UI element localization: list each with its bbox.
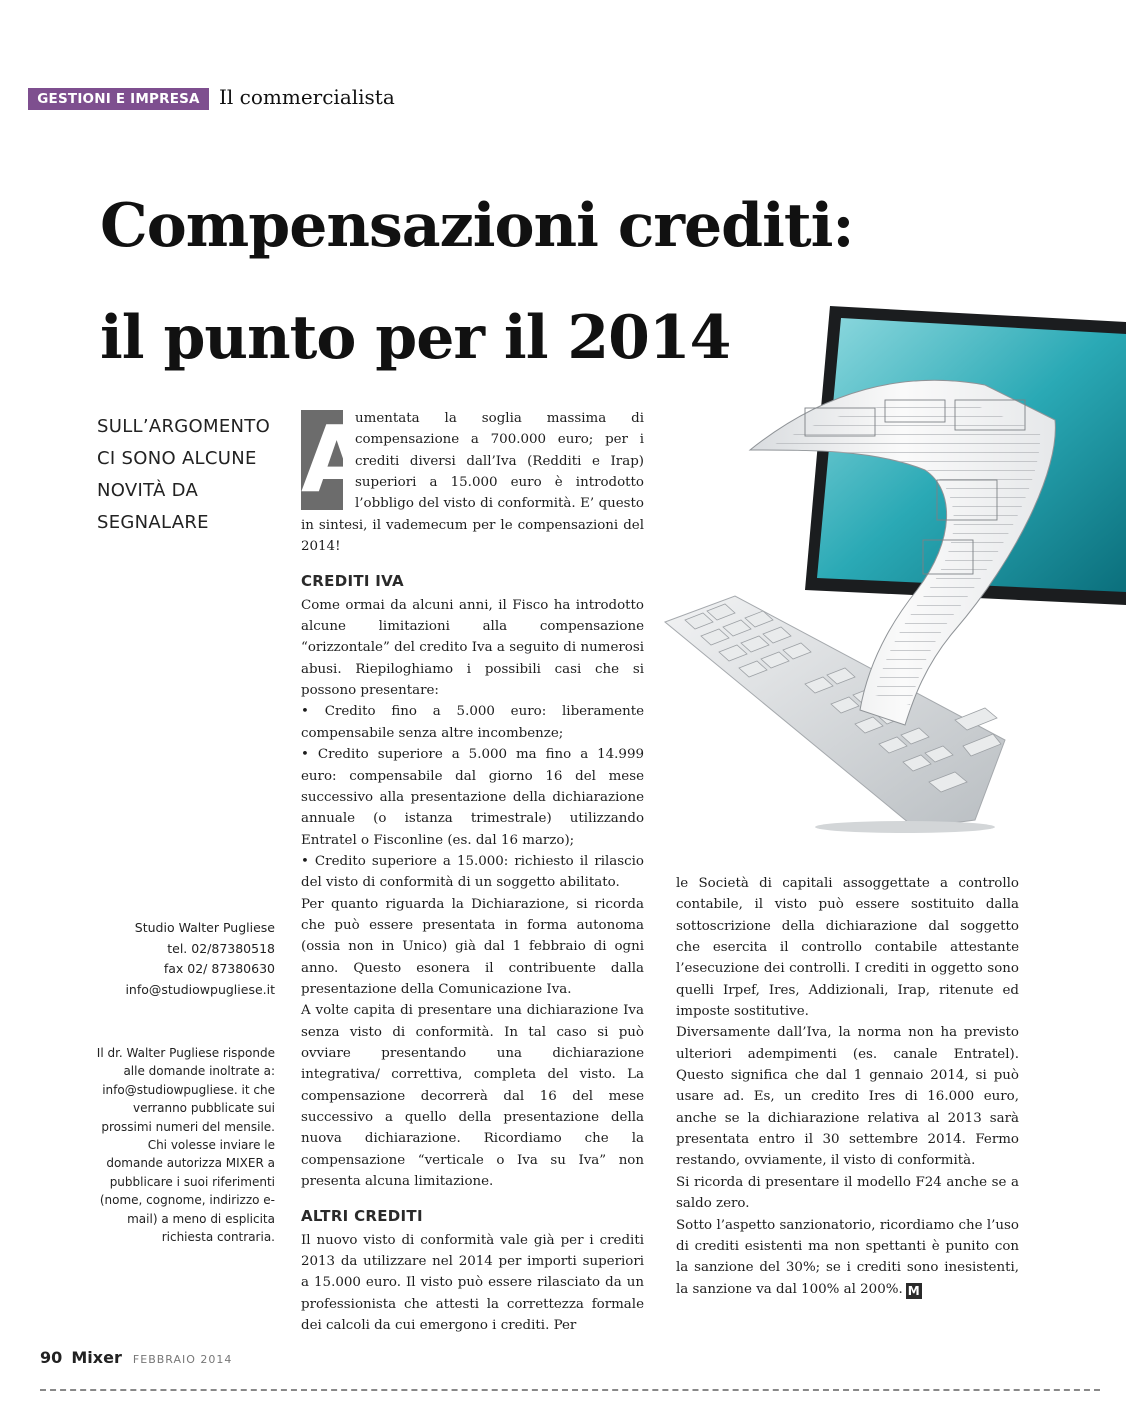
bullet-item: • Credito fino a 5.000 euro: liberamente compensabile senza altre incombenze; [301,704,644,741]
page-number: 90 [40,1348,63,1367]
footer-dashed-divider [40,1389,1100,1391]
paragraph: Per quanto riguarda la Dichiarazione, si ricorda che può essere presentata in forma autonoma (ossia non in Unico) già dal 1 febbraio di ogni anno. Questo esonera il contribuente dalla presentazione della Comunicazione Iva. [301,896,644,997]
keyboard-shadow [815,821,995,833]
title-line-2: il punto per il 2014 [100,303,731,373]
title-line-1: Compensazioni crediti: [100,191,854,261]
article-kicker [97,411,287,539]
bullet-item: • Credito superiore a 15.000: richiesto il rilascio del visto di conformità di un soggetto abilitato. [301,853,644,891]
kicker-line: SULL’ARGOMENTO [97,416,271,437]
dropcap: A [301,406,373,513]
magazine-name: Mixer [71,1348,122,1367]
subheading-altri-crediti: ALTRI CREDITI [301,1207,423,1226]
paragraph: Si ricorda di presentare il modello F24 anche se a saldo zero. [676,1174,1019,1212]
paragraph: le Società di capitali assoggettate a controllo contabile, il visto può essere sostituito dalla sottoscrizione della dichiarazione dal soggetto che esercita il controllo contabile attestante l’esecuzione dei controlli. I crediti in oggetto sono quelli Irpef, Ires, Addizionali, Irap, ritenute ed imposte sostitutive. [676,876,1019,1020]
contact-phone: tel. 02/87380518 [167,940,275,956]
lead-paragraph [301,408,644,557]
article-column-2 [676,873,1019,1300]
section-tag: GESTIONI E IMPRESA [28,88,209,110]
final-text: Sotto l’aspetto sanzionatorio, ricordiamo che l’uso di crediti esistenti ma non spettanti è punito con la sanzione del 30%; se i crediti sono inesistenti, la sanzione va dal 100% al 200%. [676,1217,1019,1297]
paragraph: Come ormai da alcuni anni, il Fisco ha introdotto alcune limitazioni alla compensazione “orizzontale” del credito Iva a seguito di numerosi abusi. Riepiloghiamo i possibili casi che si possono presentare: [301,597,644,699]
paragraph-final [676,1215,1019,1300]
author-bio: Il dr. Walter Pugliese risponde alle domande inoltrate a: info@studiowpugliese. it che verranno pubblicate sui prossimi numeri del mensile. Chi volesse inviare le domande autorizza MIXER a pubblicare i suoi riferimenti (nome, cognome, indirizzo e-mail) a meno di esplicita richiesta contraria. [96,1046,275,1245]
paragraph: Diversamente dall’Iva, la norma non ha previsto ulteriori adempimenti (es. canale Entratel). Questo significa che dal 1 gennaio 2014, si può usare ad. Es, un credito Ires di 16.000 euro, anche se la dichiarazione relativa al 2013 sarà presentata entro il 30 settembre 2014. Fermo restando, ovviamente, il visto di conformità. [676,1025,1019,1169]
kicker-line: NOVITÀ DA [97,480,199,501]
subheading-crediti-iva: CREDITI IVA [301,572,404,591]
paragraph: A volte capita di presentare una dichiarazione Iva senza visto di conformità. In tal caso si può ovviare presentando una dichiarazione integrativa/ correttiva, completa del visto. La compensazione decorrerà dal 16 del mese successivo a quello della presentazione della nuova dichiarazione. Ricordiamo che la compensazione “verticale o Iva su Iva” non presenta alcuna limitazione. [301,1003,644,1190]
article-column-1 [301,408,644,1336]
kicker-line: SEGNALARE [97,512,209,533]
issue-date: FEBBRAIO 2014 [132,1353,233,1366]
contact-fax: fax 02/ 87380630 [163,961,275,976]
lead-text: umentata la soglia massima di compensazione a 700.000 euro; per i crediti diversi dall’Iva (Redditi e Irap) superiori a 15.000 euro è introdotto l’obbligo del visto di conformità. E’ questo in sintesi, il vademecum per le compensazioni del 2014! [301,411,644,555]
contact-studio: Studio Walter Pugliese [134,920,275,935]
paragraph: Il nuovo visto di conformità vale già per i crediti 2013 da utilizzare nel 2014 per importi superiori a 15.000 euro. Il visto può essere rilasciato da un professionista che attesti la correttezza formale dei calcoli da cui emergono i crediti. Per [301,1232,644,1334]
contact-email[interactable]: info@studiowpugliese.it [125,981,275,997]
page-footer [40,1348,232,1367]
computer-document-illustration [655,300,1126,835]
end-mark-icon: M [906,1283,922,1299]
author-contacts [95,918,275,1000]
bullet-item: • Credito superiore a 5.000 ma fino a 14.999 euro: compensabile dal giorno 16 del mese successivo alla presentazione della dichiarazione annuale (o istanza trimestrale) utilizzando Entratel o Fisconline (es. dal 16 marzo); [301,747,644,848]
column-name: Il commercialista [219,85,395,109]
kicker-line: CI SONO ALCUNE [97,448,257,469]
